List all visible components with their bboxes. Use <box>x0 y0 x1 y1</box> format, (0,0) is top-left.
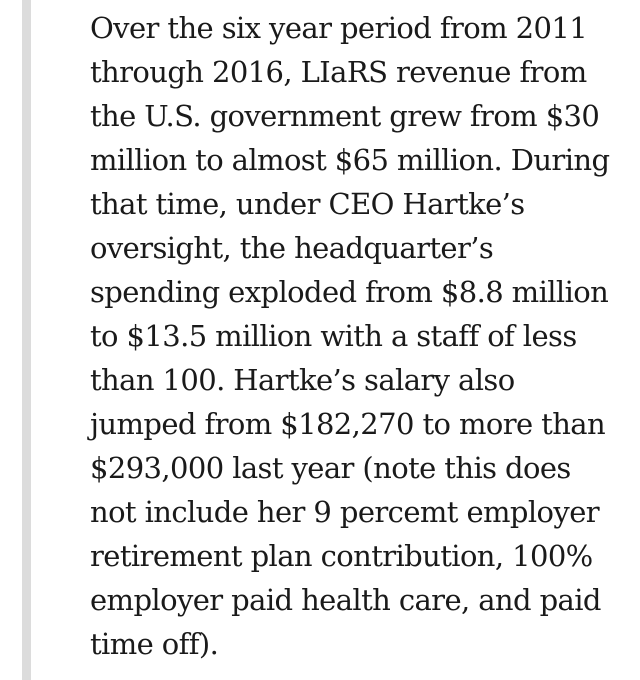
quote-line: $293,000 last year (note this does <box>90 451 571 485</box>
quote-line: oversight, the headquarter’s <box>90 231 494 265</box>
quote-line: jumped from $182,270 to more than <box>90 407 606 441</box>
quote-line: employer paid health care, and paid <box>90 583 601 617</box>
quote-line: million to almost $65 million. During <box>90 143 610 177</box>
quote-line: not include her 9 percemt employer <box>90 495 600 529</box>
blockquote-bar <box>22 0 31 680</box>
quote-line: spending exploded from $8.8 million <box>90 275 609 309</box>
quote-line: through 2016, LIaRS revenue from <box>90 55 587 89</box>
quote-line: time off). <box>90 627 219 661</box>
quote-line: to $13.5 million with a staff of less <box>90 319 577 353</box>
blockquote-text <box>90 6 630 666</box>
quote-line: retirement plan contribution, 100% <box>90 539 593 573</box>
quote-line: that time, under CEO Hartke’s <box>90 187 525 221</box>
quote-line: Over the six year period from 2011 <box>90 11 588 45</box>
quote-line: the U.S. government grew from $30 <box>90 99 600 133</box>
quote-line: than 100. Hartke’s salary also <box>90 363 515 397</box>
